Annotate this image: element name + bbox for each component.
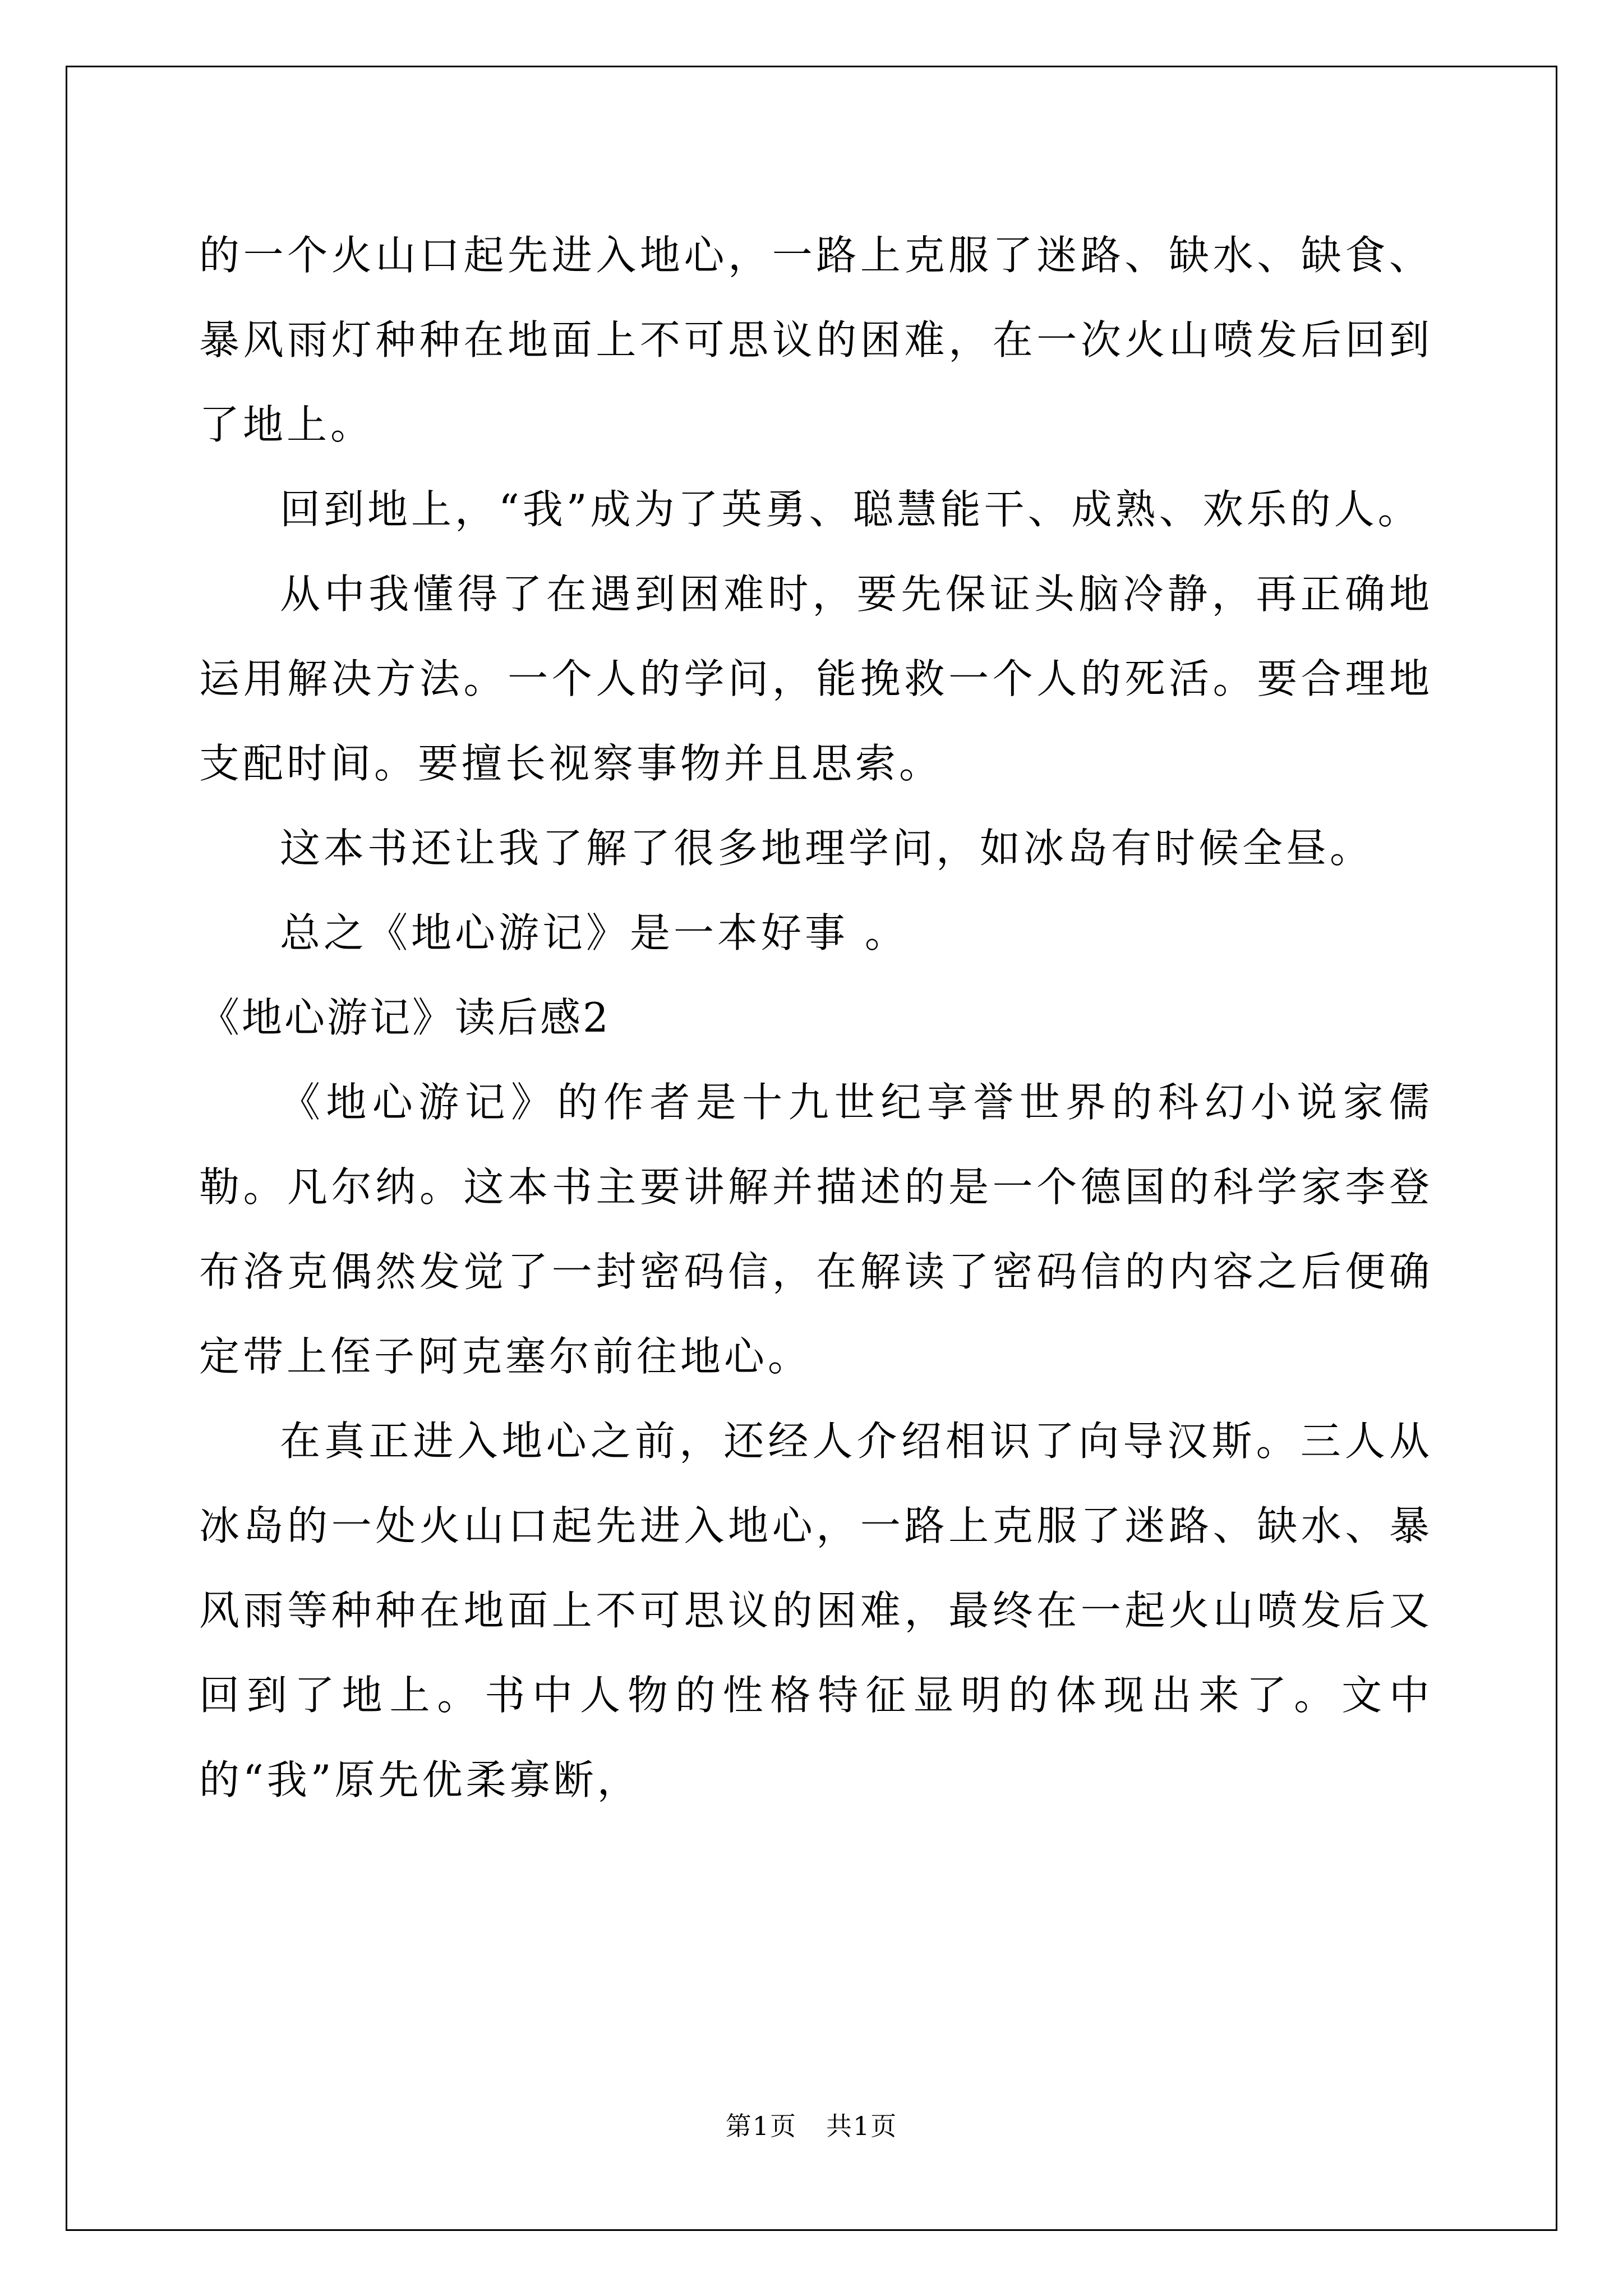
paragraph: 这本书还让我了解了很多地理学问，如冰岛有时候全昼。 — [280, 825, 1374, 872]
paragraph: 总之《地心游记》是一本好事 。 — [280, 909, 909, 956]
paragraph: 回到地上，“我”成为了英勇、聪慧能干、成熟、欢乐的人。 — [280, 486, 1422, 533]
section-heading: 《地心游记》读后感2 — [199, 994, 611, 1041]
paragraph: 的一个火山口起先进入地心，一路上克服了迷路、缺水、缺食、暴风雨灯种种在地面上不可思议的困难，在一次火山喷发后回到了地上。 — [199, 232, 1433, 448]
page-footer — [0, 2109, 1623, 2143]
document-body — [199, 213, 1433, 1823]
paragraph: 在真正进入地心之前，还经人介绍相识了向导汉斯。三人从冰岛的一处火山口起先进入地心，一路上克服了迷路、缺水、暴风雨等种种在地面上不可思议的困难，最终在一起火山喷发后又回到了地上。书中人物的性格特征显明的体现出来了。文中的“我”原先优柔寡断， — [199, 1418, 1433, 1803]
paragraph: 从中我懂得了在遇到困难时，要先保证头脑冷静，再正确地运用解决方法。一个人的学问，能挽救一个人的死活。要合理地支配时间。要擅长视察事物并且思索。 — [199, 570, 1433, 787]
page-total: 共1页 — [826, 2111, 898, 2141]
paragraph: 《地心游记》的作者是十九世纪享誉世界的科幻小说家儒勒。凡尔纳。这本书主要讲解并描述的是一个德国的科学家李登布洛克偶然发觉了一封密码信，在解读了密码信的内容之后便确定带上侄子阿克塞尔前往地心。 — [199, 1079, 1433, 1380]
page-number: 第1页 — [725, 2111, 797, 2141]
